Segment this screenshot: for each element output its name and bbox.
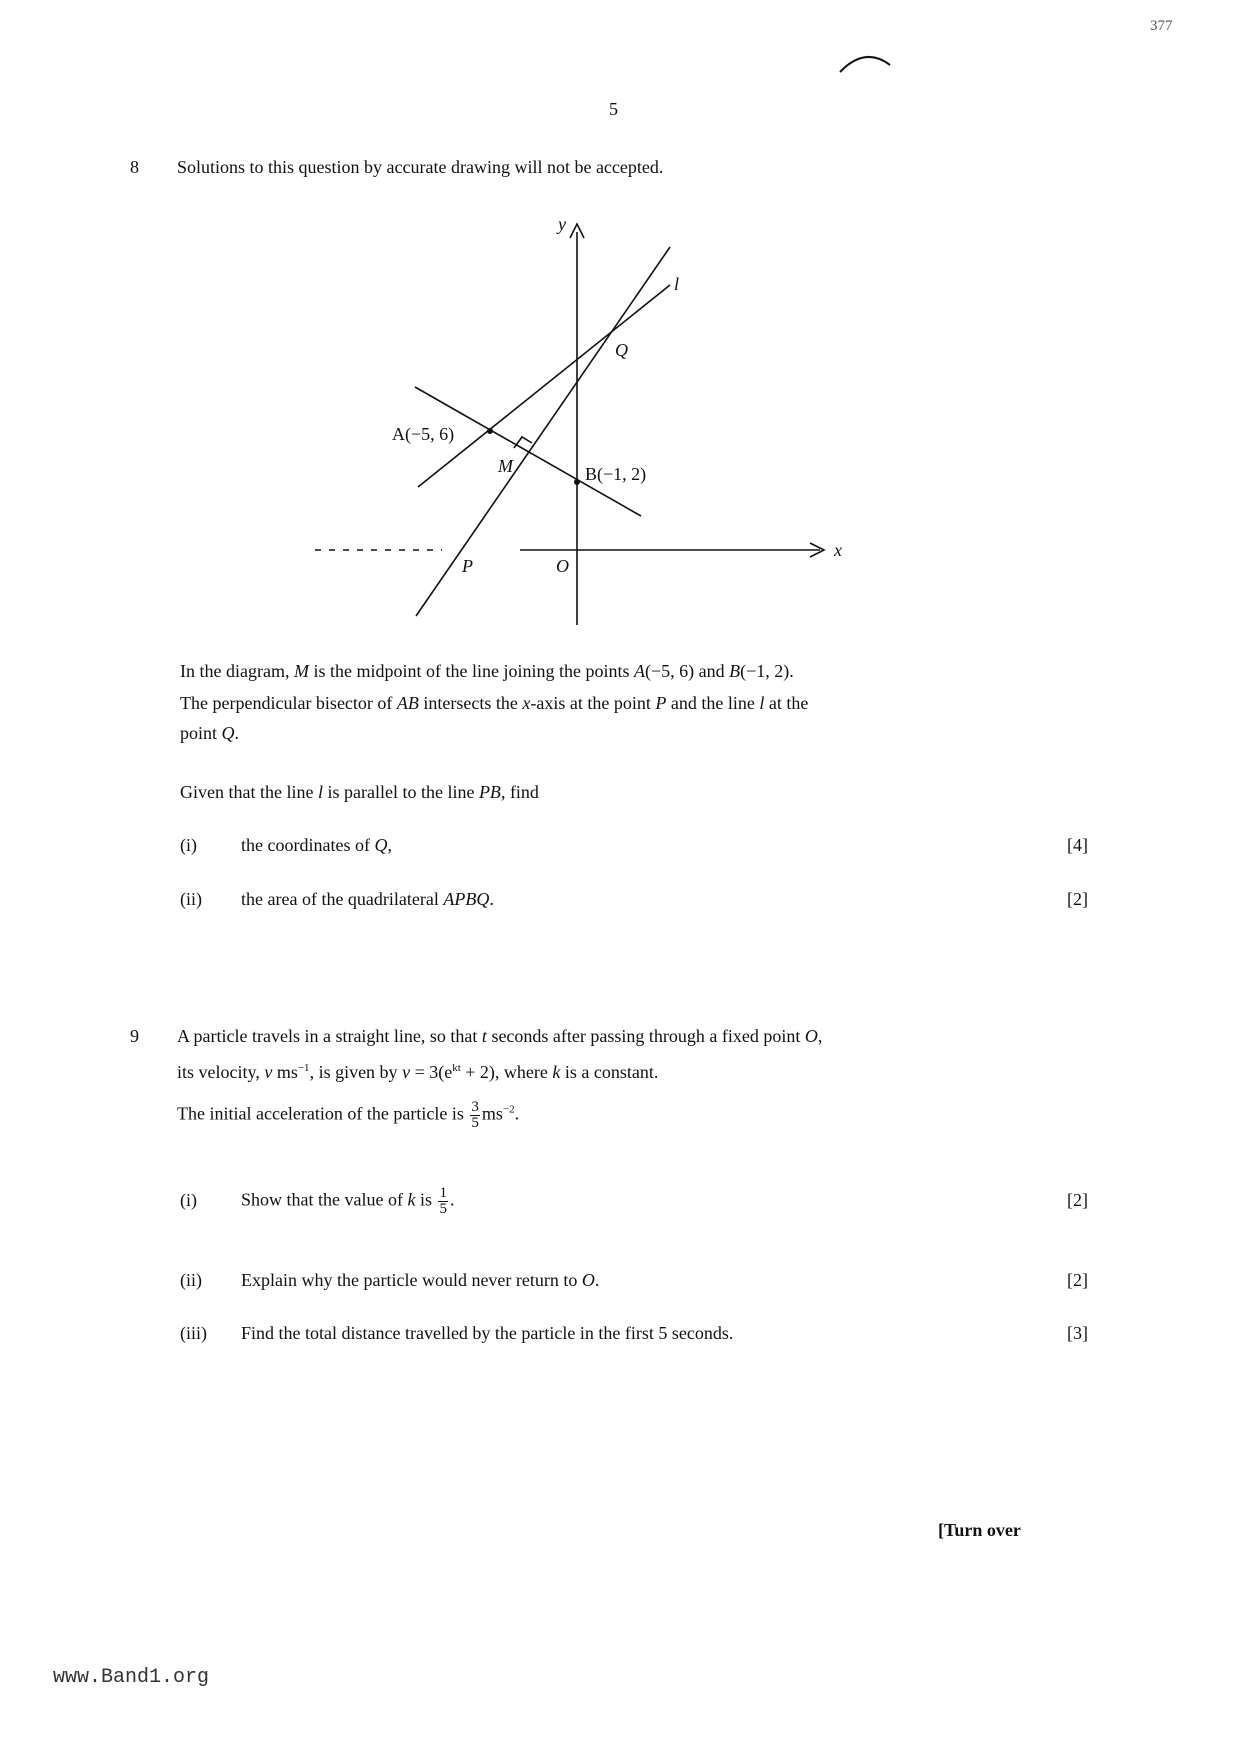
- text-run: Show that the value of: [241, 1189, 408, 1210]
- math-symbol: v: [402, 1062, 411, 1082]
- text-run: ms: [481, 1103, 503, 1124]
- part-marks: [3]: [1067, 1323, 1088, 1343]
- math-symbol: v: [264, 1062, 273, 1082]
- question-8-paragraph-line-3: [180, 723, 239, 744]
- question-9-number: 9: [130, 1026, 139, 1046]
- part-label: (ii): [180, 1270, 202, 1290]
- question-8-part-i: [180, 835, 1088, 856]
- math-symbol: k: [407, 1189, 416, 1210]
- point-m-label: M: [498, 456, 513, 476]
- text-run: In the diagram,: [180, 661, 294, 681]
- part-label: (ii): [180, 889, 202, 909]
- text-run: (−1, 2).: [740, 661, 794, 681]
- text-run: Explain why the particle would never return to: [241, 1270, 582, 1290]
- text-run: Find the total distance travelled by the particle in the first 5 seconds.: [241, 1323, 734, 1343]
- question-8-paragraph-line-1: [180, 661, 794, 682]
- math-symbol: Q: [374, 835, 388, 855]
- point-q-label: Q: [615, 340, 628, 360]
- math-symbol: x: [522, 693, 531, 713]
- math-symbol: B: [729, 661, 741, 681]
- part-text: [241, 1186, 454, 1217]
- question-8-number: 8: [130, 157, 139, 177]
- superscript: kt: [452, 1062, 461, 1074]
- text-run: ,: [817, 1026, 823, 1046]
- text-run: Given that the line: [180, 782, 318, 802]
- question-9-line-3: [177, 1100, 519, 1131]
- point-b-label: B(−1, 2): [585, 464, 647, 484]
- question-8-given: [180, 782, 539, 803]
- text-run: intersects the: [418, 693, 523, 713]
- question-9-part-ii: [180, 1270, 1088, 1291]
- part-text: [241, 1270, 599, 1291]
- math-symbol: k: [552, 1062, 561, 1082]
- part-text: [241, 835, 392, 856]
- text-run: is a constant.: [560, 1062, 659, 1082]
- part-marks: [4]: [1067, 835, 1088, 855]
- text-run: The perpendicular bisector of: [180, 693, 397, 713]
- website-watermark: www.Band1.org: [53, 1666, 210, 1689]
- text-run: ms: [272, 1062, 298, 1082]
- text-run: is parallel to the line: [322, 782, 479, 802]
- math-symbol: Q: [221, 723, 235, 743]
- corner-page-number: 377: [1150, 18, 1173, 34]
- part-marks: [2]: [1067, 1270, 1088, 1290]
- text-run: is: [415, 1189, 437, 1210]
- part-label: (i): [180, 1190, 197, 1210]
- math-symbol: t: [481, 1026, 487, 1046]
- fraction-numerator: 3: [471, 1099, 479, 1115]
- point-a-label: A(−5, 6): [392, 424, 455, 444]
- math-symbol: A: [633, 661, 645, 681]
- math-symbol: M: [293, 661, 309, 681]
- text-run: .: [489, 889, 494, 909]
- turn-over-label: [Turn over: [938, 1520, 1021, 1540]
- question-8-instruction: Solutions to this question by accurate drawing will not be accepted.: [177, 157, 664, 177]
- text-run: (−5, 6) and: [644, 661, 730, 681]
- fraction-denominator: 5: [471, 1115, 479, 1131]
- right-angle-mark: [514, 437, 532, 448]
- text-run: , find: [500, 782, 539, 802]
- text-run: the area of the quadrilateral: [241, 889, 444, 909]
- question-9-line-2: [177, 1062, 658, 1083]
- text-run: A particle travels in a straight line, so that: [177, 1026, 482, 1046]
- part-label: (i): [180, 835, 197, 855]
- text-run: , is given by: [309, 1062, 403, 1082]
- page-number: 5: [609, 99, 618, 119]
- part-text: [241, 1323, 733, 1344]
- point-p-label: P: [462, 556, 473, 576]
- part-marks: [2]: [1067, 889, 1088, 909]
- line-ab: [415, 387, 641, 516]
- text-run: seconds after passing through a fixed point: [486, 1026, 805, 1046]
- point-b: [574, 479, 580, 485]
- point-a: [487, 428, 493, 434]
- math-symbol: O: [581, 1270, 595, 1290]
- text-run: = 3(e: [410, 1062, 453, 1082]
- text-run: .: [594, 1270, 600, 1290]
- part-text: [241, 889, 494, 910]
- part-label: (iii): [180, 1323, 207, 1343]
- text-run: is the midpoint of the line joining the points: [308, 661, 634, 681]
- fraction: [470, 1100, 480, 1131]
- math-symbol: APBQ: [443, 889, 490, 909]
- line-l-label: l: [674, 274, 680, 294]
- math-symbol: l: [317, 782, 323, 802]
- y-axis-label: y: [558, 214, 566, 234]
- text-run: .: [449, 1189, 455, 1210]
- question-9-line-1: [177, 1026, 822, 1047]
- part-marks: [2]: [1067, 1190, 1088, 1210]
- fraction-numerator: 1: [439, 1185, 447, 1201]
- line-l: [418, 285, 670, 487]
- question-8-paragraph-line-2: [180, 693, 808, 714]
- text-run: the coordinates of: [241, 835, 375, 855]
- superscript: −1: [297, 1062, 310, 1074]
- text-run: ,: [387, 835, 392, 855]
- text-run: The initial acceleration of the particle is: [177, 1103, 469, 1124]
- text-run: .: [234, 723, 240, 743]
- superscript: −2: [502, 1103, 515, 1116]
- question-8-part-ii: [180, 889, 1088, 910]
- text-run: point: [180, 723, 222, 743]
- coordinate-diagram: [0, 0, 1239, 700]
- math-symbol: PB: [478, 782, 501, 802]
- text-run: its velocity,: [177, 1062, 265, 1082]
- math-symbol: AB: [396, 693, 419, 713]
- text-run: + 2), where: [460, 1062, 553, 1082]
- text-run: -axis at the point: [530, 693, 656, 713]
- x-axis-label: x: [834, 540, 842, 560]
- math-symbol: O: [804, 1026, 818, 1046]
- fraction: [438, 1186, 448, 1217]
- question-9-part-iii: [180, 1323, 1088, 1344]
- text-run: and the line: [666, 693, 760, 713]
- text-run: at the: [764, 693, 809, 713]
- origin-label: O: [556, 556, 569, 576]
- text-run: .: [514, 1103, 520, 1124]
- fraction-denominator: 5: [439, 1201, 447, 1217]
- math-symbol: P: [655, 693, 667, 713]
- question-9-part-i: [180, 1185, 1088, 1217]
- math-symbol: l: [759, 693, 765, 713]
